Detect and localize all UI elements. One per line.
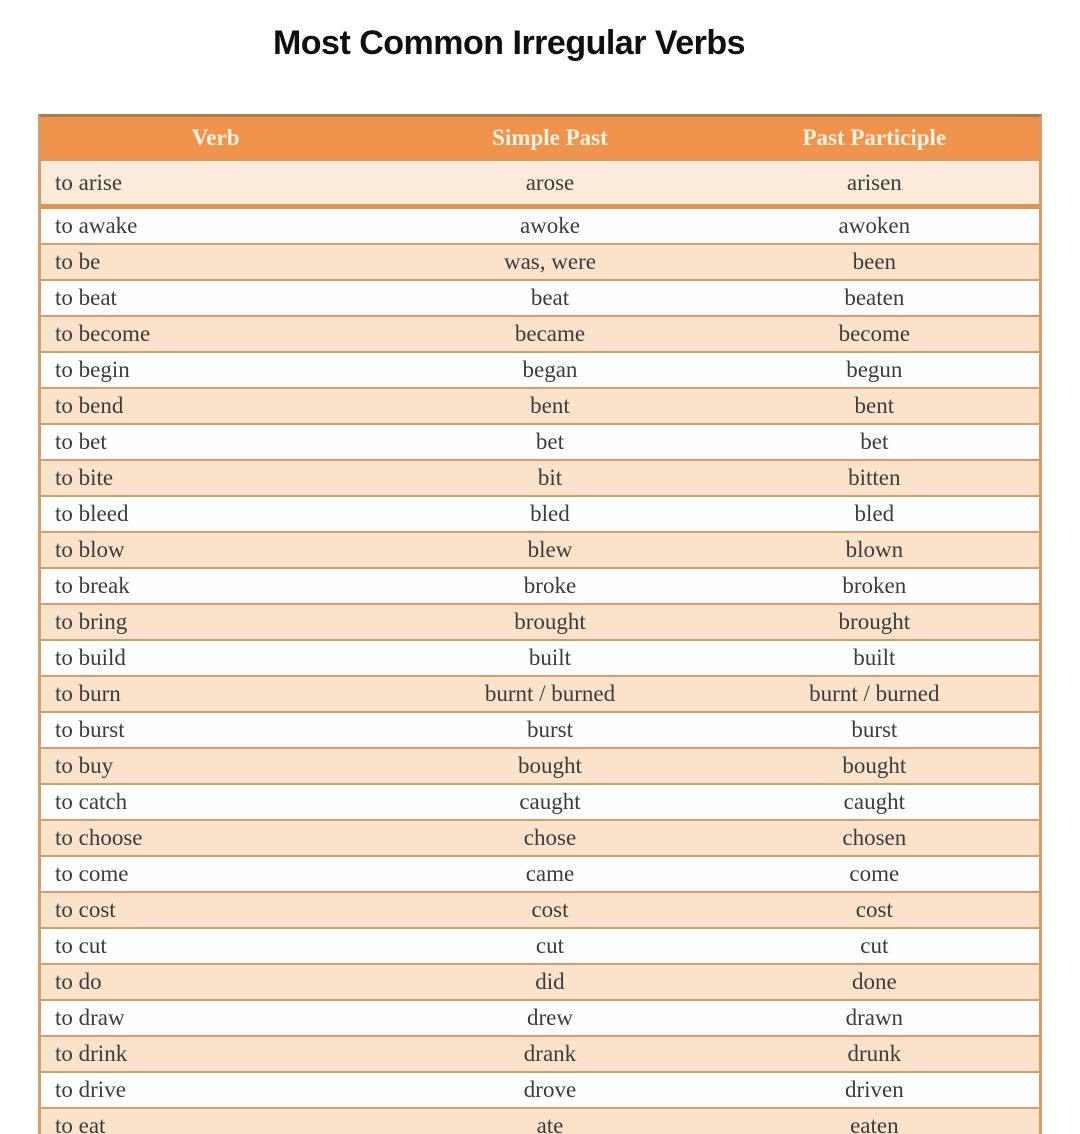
table-row — [41, 209, 1039, 245]
table-row — [41, 389, 1039, 425]
cell-verb: to burn — [55, 681, 121, 706]
cell-verb: to become — [55, 321, 151, 346]
irregular-verbs-table — [38, 114, 1042, 1134]
page-title: Most Common Irregular Verbs — [272, 24, 746, 62]
column-header-past-participle: Past Participle — [802, 125, 947, 150]
cell-simple-past: blew — [527, 537, 573, 562]
cell-verb: to bite — [55, 465, 114, 490]
cell-simple-past: brought — [514, 609, 586, 634]
cell-verb: to drive — [55, 1077, 126, 1102]
cell-past-participle: built — [853, 645, 896, 670]
cell-simple-past: bent — [530, 393, 570, 418]
cell-past-participle: awoken — [838, 213, 911, 238]
table-row — [41, 317, 1039, 353]
column-header-verb: Verb — [191, 125, 240, 150]
cell-simple-past: bled — [530, 501, 570, 526]
table-row — [41, 893, 1039, 929]
cell-verb: to awake — [55, 213, 138, 238]
cell-past-participle: come — [849, 861, 900, 886]
table-row — [41, 1109, 1039, 1134]
table-row — [41, 461, 1039, 497]
cell-verb: to come — [55, 861, 129, 886]
cell-simple-past: cut — [535, 933, 565, 958]
cell-simple-past: beat — [530, 285, 570, 310]
cell-verb: to cost — [55, 897, 116, 922]
cell-verb: to buy — [55, 753, 114, 778]
table-row — [41, 425, 1039, 461]
cell-verb: to eat — [55, 1113, 106, 1134]
table-row — [41, 713, 1039, 749]
cell-simple-past: built — [528, 645, 572, 670]
table-header-row — [41, 117, 1039, 161]
table-row — [41, 605, 1039, 641]
cell-simple-past: began — [522, 357, 578, 382]
table-row — [41, 821, 1039, 857]
cell-past-participle: drawn — [845, 1005, 904, 1030]
table-row — [41, 353, 1039, 389]
table-row — [41, 161, 1039, 209]
cell-past-participle: begun — [846, 357, 903, 382]
cell-past-participle: bent — [854, 393, 895, 418]
cell-past-participle: broken — [842, 573, 907, 598]
cell-past-participle: burst — [851, 717, 898, 742]
cell-simple-past: drew — [526, 1005, 573, 1030]
cell-past-participle: eaten — [850, 1113, 899, 1134]
cell-verb: to burst — [55, 717, 125, 742]
cell-simple-past: became — [514, 321, 586, 346]
cell-past-participle: been — [852, 249, 897, 274]
table-row — [41, 569, 1039, 605]
cell-verb: to bleed — [55, 501, 129, 526]
table-row — [41, 641, 1039, 677]
table-row — [41, 965, 1039, 1001]
table-row — [41, 1001, 1039, 1037]
cell-past-participle: burnt / burned — [809, 681, 940, 706]
cell-verb: to bet — [55, 429, 107, 454]
cell-verb: to be — [55, 249, 101, 274]
cell-simple-past: ate — [536, 1113, 564, 1134]
table-row — [41, 281, 1039, 317]
cell-verb: to build — [55, 645, 126, 670]
cell-past-participle: bitten — [848, 465, 901, 490]
cell-simple-past: bet — [535, 429, 565, 454]
cell-simple-past: came — [525, 861, 575, 886]
cell-simple-past: bought — [518, 753, 582, 778]
table-row — [41, 533, 1039, 569]
cell-verb: to blow — [55, 537, 125, 562]
cell-simple-past: did — [535, 969, 565, 994]
cell-simple-past: caught — [519, 789, 581, 814]
cell-past-participle: bled — [854, 501, 895, 526]
cell-past-participle: beaten — [844, 285, 905, 310]
cell-verb: to bend — [55, 393, 124, 418]
cell-verb: to bring — [55, 609, 128, 634]
cell-verb: to draw — [55, 1005, 125, 1030]
cell-verb: to break — [55, 573, 130, 598]
cell-simple-past: was, were — [503, 249, 596, 274]
cell-simple-past: cost — [531, 897, 569, 922]
cell-verb: to choose — [55, 825, 143, 850]
cell-past-participle: become — [838, 321, 911, 346]
cell-simple-past: drank — [523, 1041, 577, 1066]
table-row — [41, 785, 1039, 821]
table-row — [41, 245, 1039, 281]
cell-simple-past: broke — [523, 573, 577, 598]
cell-verb: to catch — [55, 789, 128, 814]
table-row — [41, 929, 1039, 965]
cell-simple-past: burst — [526, 717, 573, 742]
cell-past-participle: done — [851, 969, 897, 994]
cell-past-participle: cost — [855, 897, 893, 922]
cell-past-participle: cut — [860, 933, 889, 958]
cell-verb: to arise — [55, 169, 123, 195]
cell-verb: to do — [55, 969, 102, 994]
cell-simple-past: chose — [523, 825, 577, 850]
cell-simple-past: drove — [523, 1077, 577, 1102]
cell-past-participle: driven — [844, 1077, 904, 1102]
cell-simple-past: arose — [525, 169, 575, 195]
cell-verb: to beat — [55, 285, 117, 310]
cell-verb: to begin — [55, 357, 130, 382]
cell-simple-past: burnt / burned — [484, 681, 616, 706]
table-row — [41, 677, 1039, 713]
cell-verb: to cut — [55, 933, 107, 958]
cell-simple-past: awoke — [519, 213, 580, 238]
cell-past-participle: drunk — [847, 1041, 902, 1066]
table-row — [41, 1037, 1039, 1073]
cell-simple-past: bit — [537, 465, 563, 490]
cell-past-participle: bought — [842, 753, 907, 778]
cell-past-participle: brought — [838, 609, 911, 634]
table-row — [41, 497, 1039, 533]
page — [0, 24, 1080, 1134]
table-body — [41, 161, 1039, 1134]
column-header-simple-past: Simple Past — [492, 125, 608, 150]
cell-past-participle: arisen — [846, 169, 902, 195]
cell-past-participle: chosen — [842, 825, 907, 850]
cell-verb: to drink — [55, 1041, 128, 1066]
table-row — [41, 857, 1039, 893]
cell-past-participle: bet — [860, 429, 889, 454]
cell-past-participle: caught — [843, 789, 905, 814]
table-row — [41, 749, 1039, 785]
cell-past-participle: blown — [845, 537, 904, 562]
table-row — [41, 1073, 1039, 1109]
